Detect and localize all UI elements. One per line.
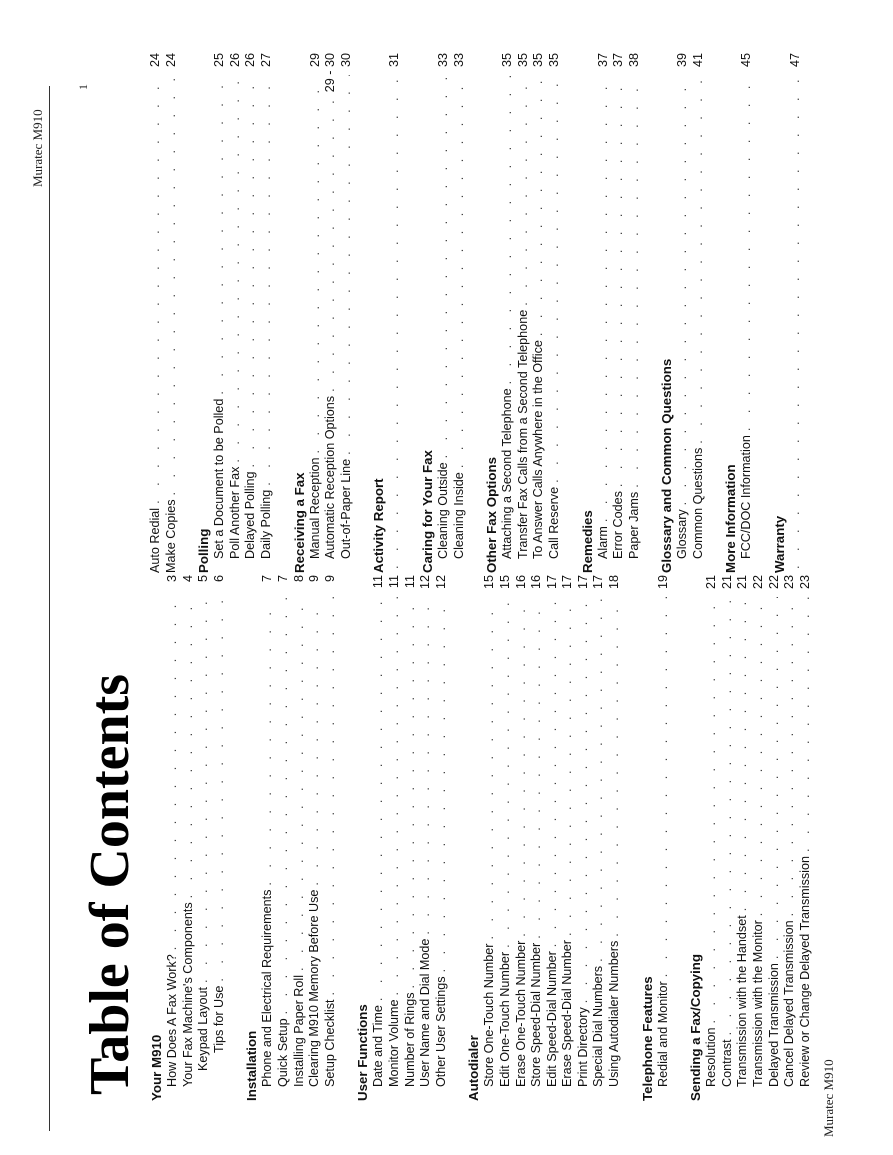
toc-entry-label: Store One-Touch Number bbox=[482, 943, 497, 1087]
dot-leader bbox=[452, 75, 468, 472]
toc-entry-label: Call Reserve bbox=[546, 486, 561, 559]
dot-leader bbox=[387, 75, 403, 573]
toc-entry[interactable] bbox=[514, 575, 530, 1101]
toc-entry[interactable] bbox=[387, 575, 403, 1101]
dot-leader bbox=[545, 597, 561, 951]
toc-entry[interactable] bbox=[798, 575, 814, 1101]
toc-entry-label: Transmission with the Monitor bbox=[751, 920, 766, 1087]
toc-entry[interactable] bbox=[596, 53, 612, 573]
toc-entry-label: Erase Speed-Dial Number bbox=[560, 940, 575, 1087]
toc-entry[interactable] bbox=[611, 53, 627, 573]
toc-section bbox=[148, 575, 227, 1101]
toc-section-heading: Installation bbox=[244, 1030, 260, 1101]
toc-section-heading: User Functions bbox=[355, 1004, 371, 1101]
toc-entry-page: 35 bbox=[531, 53, 546, 68]
dot-leader bbox=[691, 75, 707, 448]
toc-section-heading: Other Fax Options bbox=[484, 457, 500, 573]
toc-entry-page: 11 bbox=[402, 575, 417, 589]
toc-entry-label: Attaching a Second Telephone bbox=[500, 388, 515, 559]
dot-leader bbox=[259, 75, 275, 490]
toc-entry[interactable] bbox=[243, 53, 259, 573]
toc-section bbox=[687, 575, 813, 1101]
toc-entry-label: Your Fax Machine's Components bbox=[180, 902, 195, 1087]
toc-entry-label: FCC/DOC Information bbox=[739, 435, 754, 559]
toc-entry-page: 35 bbox=[500, 53, 515, 68]
toc-entry[interactable] bbox=[545, 575, 561, 1101]
toc-entry-page: 7 bbox=[260, 575, 275, 583]
toc-entry-page: 5 bbox=[196, 575, 211, 583]
toc-entry-page: 17 bbox=[560, 575, 575, 590]
dot-leader bbox=[196, 597, 212, 987]
toc-entry[interactable] bbox=[547, 53, 563, 573]
page-number: 1 bbox=[76, 84, 90, 90]
toc-entry[interactable] bbox=[516, 53, 532, 573]
toc-entry-label: Review or Change Delayed Transmission bbox=[797, 856, 812, 1087]
toc-entry-label: Transfer Fax Calls from a Second Telephone bbox=[515, 309, 530, 559]
dot-leader bbox=[387, 597, 403, 1000]
toc-section-heading: Your M910 bbox=[149, 1034, 164, 1101]
dot-leader bbox=[482, 597, 498, 944]
toc-entry-page: 33 bbox=[451, 53, 466, 68]
dot-leader bbox=[627, 75, 643, 492]
toc-entry-page: 21 bbox=[719, 575, 734, 590]
toc-entry-page: 11 bbox=[371, 575, 386, 589]
toc-section-heading: Autodialer bbox=[466, 1035, 482, 1101]
dot-leader bbox=[514, 597, 530, 941]
dot-leader bbox=[735, 597, 751, 915]
toc-entry-page: 35 bbox=[546, 53, 561, 68]
toc-entry-label: Other User Settings bbox=[433, 976, 448, 1087]
toc-entry-label: Number of Rings bbox=[402, 992, 417, 1087]
toc-entry[interactable] bbox=[751, 575, 767, 1101]
toc-entry[interactable] bbox=[307, 575, 323, 1101]
toc-entry[interactable] bbox=[308, 53, 324, 573]
dot-leader bbox=[560, 597, 576, 940]
toc-entry-label: Alarm bbox=[595, 526, 610, 559]
toc-entry-page: 11 bbox=[386, 575, 401, 589]
toc-entry-page: 12 bbox=[433, 575, 448, 590]
toc-entry-page: 3 bbox=[165, 575, 179, 583]
dot-leader bbox=[323, 597, 339, 1000]
toc-entry-page: 15 bbox=[497, 575, 512, 590]
toc-entry[interactable] bbox=[387, 53, 403, 573]
toc-entry-label: Edit Speed-Dial Number bbox=[544, 951, 559, 1087]
dot-leader bbox=[212, 75, 228, 399]
toc-entry[interactable] bbox=[436, 53, 452, 573]
toc-section-heading: Caring for Your Fax bbox=[419, 450, 435, 573]
toc-entry-page: 29 - 30 bbox=[323, 53, 338, 93]
dot-leader bbox=[165, 597, 181, 954]
toc-entry-label: Paper Jams bbox=[626, 491, 641, 559]
toc-entry[interactable] bbox=[323, 53, 339, 573]
toc-entry-page: 31 bbox=[387, 53, 402, 68]
toc-entry[interactable] bbox=[607, 575, 623, 1101]
dot-leader bbox=[212, 597, 228, 986]
toc-entry[interactable] bbox=[735, 575, 751, 1101]
toc-entry-page: 6 bbox=[211, 575, 226, 583]
dot-leader bbox=[751, 597, 767, 920]
toc-entry[interactable] bbox=[704, 575, 720, 1101]
dot-leader bbox=[339, 75, 355, 459]
toc-entry-label: Edit One-Touch Number bbox=[497, 951, 512, 1087]
toc-section-heading: More Information bbox=[723, 464, 739, 573]
dot-leader bbox=[403, 597, 419, 993]
toc-entry[interactable] bbox=[576, 575, 592, 1101]
toc-entry-label: Print Directory bbox=[575, 1007, 590, 1087]
toc-entry-page: 4 bbox=[180, 575, 195, 583]
toc-entry-label: Redial and Monitor bbox=[655, 981, 670, 1087]
toc-entry-label: Contrast bbox=[719, 1039, 734, 1087]
toc-entry[interactable] bbox=[531, 53, 547, 573]
toc-entry-label: Cancel Delayed Transmission bbox=[782, 920, 797, 1087]
toc-section bbox=[722, 53, 755, 573]
dot-leader bbox=[516, 75, 532, 310]
toc-section bbox=[370, 53, 403, 573]
toc-entry-page: 9 bbox=[322, 575, 337, 583]
dot-leader bbox=[323, 92, 339, 396]
toc-section bbox=[195, 53, 274, 573]
toc-entry-page: 18 bbox=[607, 575, 622, 590]
toc-entry[interactable] bbox=[720, 575, 736, 1101]
toc-entry[interactable] bbox=[212, 575, 228, 1101]
toc-entry[interactable] bbox=[739, 53, 755, 573]
toc-entry-label: Set a Document to be Polled bbox=[212, 398, 227, 559]
toc-section bbox=[291, 53, 355, 573]
dot-leader bbox=[767, 597, 783, 963]
toc-entry[interactable] bbox=[788, 53, 804, 573]
toc-entry-label: Daily Polling bbox=[258, 489, 273, 559]
toc-entry-label: Manual Reception bbox=[307, 457, 322, 559]
toc-entry-label: Store Speed-Dial Number bbox=[529, 942, 544, 1087]
toc-entry[interactable] bbox=[276, 575, 292, 1101]
dot-leader bbox=[228, 75, 244, 467]
toc-entry-page: 29 bbox=[307, 53, 322, 68]
page-title: Table of Contents bbox=[79, 673, 141, 1095]
toc-section bbox=[639, 575, 672, 1101]
toc-entry[interactable] bbox=[767, 575, 783, 1101]
toc-entry-label: Common Questions bbox=[690, 447, 705, 559]
toc-entry-label: Poll Another Fax bbox=[227, 466, 242, 559]
toc-entry-label: Out-of-Paper Line bbox=[338, 458, 353, 559]
dot-leader bbox=[500, 75, 516, 388]
toc-entry-label: How Does A Fax Work? bbox=[165, 954, 179, 1087]
toc-entry[interactable] bbox=[181, 575, 197, 1101]
toc-entry-page: 16 bbox=[529, 575, 544, 590]
dot-leader bbox=[656, 597, 672, 981]
toc-entry[interactable] bbox=[164, 53, 180, 573]
toc-section bbox=[148, 53, 179, 573]
toc-section-heading: Warranty bbox=[772, 515, 788, 573]
toc-entry[interactable] bbox=[434, 575, 450, 1101]
toc-entry[interactable] bbox=[627, 53, 643, 573]
toc-entry-page: 23 bbox=[782, 575, 797, 590]
toc-section bbox=[354, 575, 449, 1101]
toc-entry-page: 24 bbox=[163, 53, 178, 68]
toc-entry-label: Cleaning Outside bbox=[435, 462, 450, 559]
toc-entry-label: Glossary bbox=[675, 509, 690, 559]
toc-section bbox=[579, 53, 643, 573]
dot-leader bbox=[260, 597, 276, 890]
toc-entry-label: Monitor Volume bbox=[386, 999, 401, 1087]
toc-section bbox=[419, 53, 467, 573]
toc-entry-label: User Name and Dial Mode bbox=[418, 938, 433, 1087]
toc-entry-label: Quick Setup bbox=[275, 1018, 290, 1087]
toc-entry[interactable] bbox=[259, 53, 275, 573]
toc-entry-label: Phone and Electrical Requirements bbox=[260, 889, 275, 1087]
toc-section-heading: Telephone Features bbox=[639, 976, 655, 1101]
toc-entry-page: 22 bbox=[751, 575, 766, 590]
toc-entry-page: 24 bbox=[148, 53, 162, 68]
toc-entry-page: 7 bbox=[275, 575, 290, 583]
toc-entry[interactable] bbox=[418, 575, 434, 1101]
toc-section bbox=[483, 53, 562, 573]
dot-leader bbox=[788, 75, 804, 573]
dot-leader bbox=[547, 75, 563, 487]
toc-entry[interactable] bbox=[260, 575, 276, 1101]
toc-entry-label: Cleaning Inside bbox=[451, 472, 466, 559]
toc-entry-page: 12 bbox=[418, 575, 433, 590]
dot-leader bbox=[307, 597, 323, 890]
toc-entry[interactable] bbox=[403, 575, 419, 1101]
toc-entry-label: Using Autodialer Numbers bbox=[607, 940, 622, 1087]
toc-entry[interactable] bbox=[196, 575, 212, 1101]
dot-leader bbox=[308, 75, 324, 457]
toc-entry-page: 15 bbox=[482, 575, 497, 590]
dot-leader bbox=[292, 597, 308, 975]
toc-entry-page: 47 bbox=[788, 53, 803, 68]
dot-leader bbox=[276, 597, 292, 1018]
toc-entry-page: 25 bbox=[212, 53, 227, 68]
toc-entry-page: 39 bbox=[675, 53, 690, 68]
toc-entry-page: 30 bbox=[338, 53, 353, 68]
toc-entry-page: 26 bbox=[243, 53, 258, 68]
dot-leader bbox=[611, 75, 627, 491]
toc-entry-label: Clearing M910 Memory Before Use bbox=[307, 889, 322, 1087]
toc-entry[interactable] bbox=[228, 53, 244, 573]
toc-section bbox=[658, 53, 706, 573]
toc-entry-page: 37 bbox=[595, 53, 610, 68]
toc-entry-page: 35 bbox=[515, 53, 530, 68]
dot-leader bbox=[739, 75, 755, 435]
toc-entry-label: Automatic Reception Options bbox=[323, 395, 338, 559]
dot-leader bbox=[181, 597, 197, 902]
toc-section-heading: Activity Report bbox=[371, 478, 387, 573]
toc-entry[interactable] bbox=[165, 575, 181, 1101]
running-header: Muratec M910 bbox=[30, 109, 45, 187]
toc-entry[interactable] bbox=[656, 575, 672, 1101]
toc-entry[interactable] bbox=[148, 53, 164, 573]
dot-leader bbox=[531, 75, 547, 340]
toc-entry-page: 37 bbox=[611, 53, 626, 68]
toc-section-heading: Remedies bbox=[579, 510, 595, 573]
toc-entry[interactable] bbox=[782, 575, 798, 1101]
dot-leader bbox=[243, 75, 259, 471]
dot-leader bbox=[596, 75, 612, 526]
toc-entry-label: Date and Time bbox=[371, 1005, 386, 1087]
toc-entry[interactable] bbox=[452, 53, 468, 573]
toc-entry-page: 23 bbox=[797, 575, 812, 590]
dot-leader bbox=[529, 597, 545, 943]
dot-leader bbox=[148, 75, 164, 508]
toc-entry-page: 19 bbox=[655, 575, 670, 590]
toc-entry[interactable] bbox=[591, 575, 607, 1101]
toc-entry-label: Error Codes bbox=[611, 491, 626, 559]
toc-column-left bbox=[148, 575, 829, 1101]
toc-entry-label: Resolution bbox=[704, 1027, 719, 1087]
dot-leader bbox=[704, 597, 720, 1027]
toc-entry-page: 22 bbox=[766, 575, 781, 590]
toc-entry-page: 21 bbox=[704, 575, 719, 590]
toc-entry-page: 38 bbox=[626, 53, 641, 68]
toc-entry[interactable] bbox=[339, 53, 355, 573]
toc-section bbox=[243, 575, 338, 1101]
toc-entry-label: Tips for Use bbox=[211, 985, 226, 1053]
toc-entry-label: Special Dial Numbers bbox=[591, 965, 606, 1087]
toc-entry[interactable] bbox=[529, 575, 545, 1101]
toc-entry-label: Transmission with the Handset bbox=[735, 915, 750, 1087]
dot-leader bbox=[720, 597, 736, 1039]
dot-leader bbox=[798, 597, 814, 856]
toc-entry[interactable] bbox=[498, 575, 514, 1101]
toc-entry-page: 33 bbox=[435, 53, 450, 68]
toc-entry[interactable] bbox=[675, 53, 691, 573]
toc-entry-label: Keypad Layout bbox=[196, 986, 211, 1071]
toc-entry-label: Setup Checklist bbox=[322, 999, 337, 1087]
dot-leader bbox=[591, 597, 607, 966]
dot-leader bbox=[607, 597, 623, 941]
running-footer: Muratec M910 bbox=[821, 1059, 836, 1137]
dot-leader bbox=[675, 75, 691, 509]
toc-entry-page: 9 bbox=[307, 575, 322, 583]
toc-entry-page: 21 bbox=[735, 575, 750, 590]
dot-leader bbox=[436, 75, 452, 462]
toc-entry-page: 27 bbox=[258, 53, 273, 68]
toc-entry[interactable] bbox=[500, 53, 516, 573]
toc-section bbox=[465, 575, 622, 1101]
toc-entry-page: 16 bbox=[513, 575, 528, 590]
toc-entry-label: Installing Paper Roll bbox=[291, 974, 306, 1087]
toc-section-heading: Sending a Fax/Copying bbox=[688, 953, 704, 1101]
dot-leader bbox=[498, 597, 514, 952]
toc-entry-page: 41 bbox=[690, 53, 705, 68]
dot-leader bbox=[782, 597, 798, 920]
dot-leader bbox=[164, 75, 180, 500]
toc-entry-label: To Answer Calls Anywhere in the Office bbox=[531, 340, 546, 559]
toc-entry-label: Delayed Transmission bbox=[766, 963, 781, 1087]
dot-leader bbox=[418, 597, 434, 939]
toc-column-right bbox=[148, 53, 820, 573]
toc-entry[interactable] bbox=[691, 53, 707, 573]
toc-entry-page: 17 bbox=[575, 575, 590, 590]
toc-entry-label: Delayed Polling bbox=[243, 471, 258, 559]
toc-entry-page: 45 bbox=[739, 53, 754, 68]
toc-entry[interactable] bbox=[482, 575, 498, 1101]
dot-leader bbox=[371, 597, 387, 1005]
toc-entry-label: Make Copies bbox=[163, 499, 178, 573]
toc-entry-page: 17 bbox=[544, 575, 559, 590]
header-rule bbox=[49, 86, 50, 1131]
toc-section-heading: Glossary and Common Questions bbox=[659, 358, 675, 573]
toc-entry-label: Erase One-Touch Number bbox=[513, 940, 528, 1087]
toc-section-heading: Receiving a Fax bbox=[291, 472, 307, 573]
toc-entry-page: 8 bbox=[291, 575, 306, 583]
toc-entry-label: Auto Redial bbox=[148, 507, 162, 573]
toc-section-heading: Polling bbox=[196, 528, 212, 573]
dot-leader bbox=[576, 597, 592, 1007]
toc-entry[interactable] bbox=[371, 575, 387, 1101]
toc-entry-page: 17 bbox=[591, 575, 606, 590]
toc-entry[interactable] bbox=[560, 575, 576, 1101]
dot-leader bbox=[434, 597, 450, 976]
toc-entry[interactable] bbox=[212, 53, 228, 573]
toc-entry-page: 26 bbox=[227, 53, 242, 68]
toc-entry[interactable] bbox=[323, 575, 339, 1101]
toc-section bbox=[771, 53, 804, 573]
toc-entry[interactable] bbox=[292, 575, 308, 1101]
